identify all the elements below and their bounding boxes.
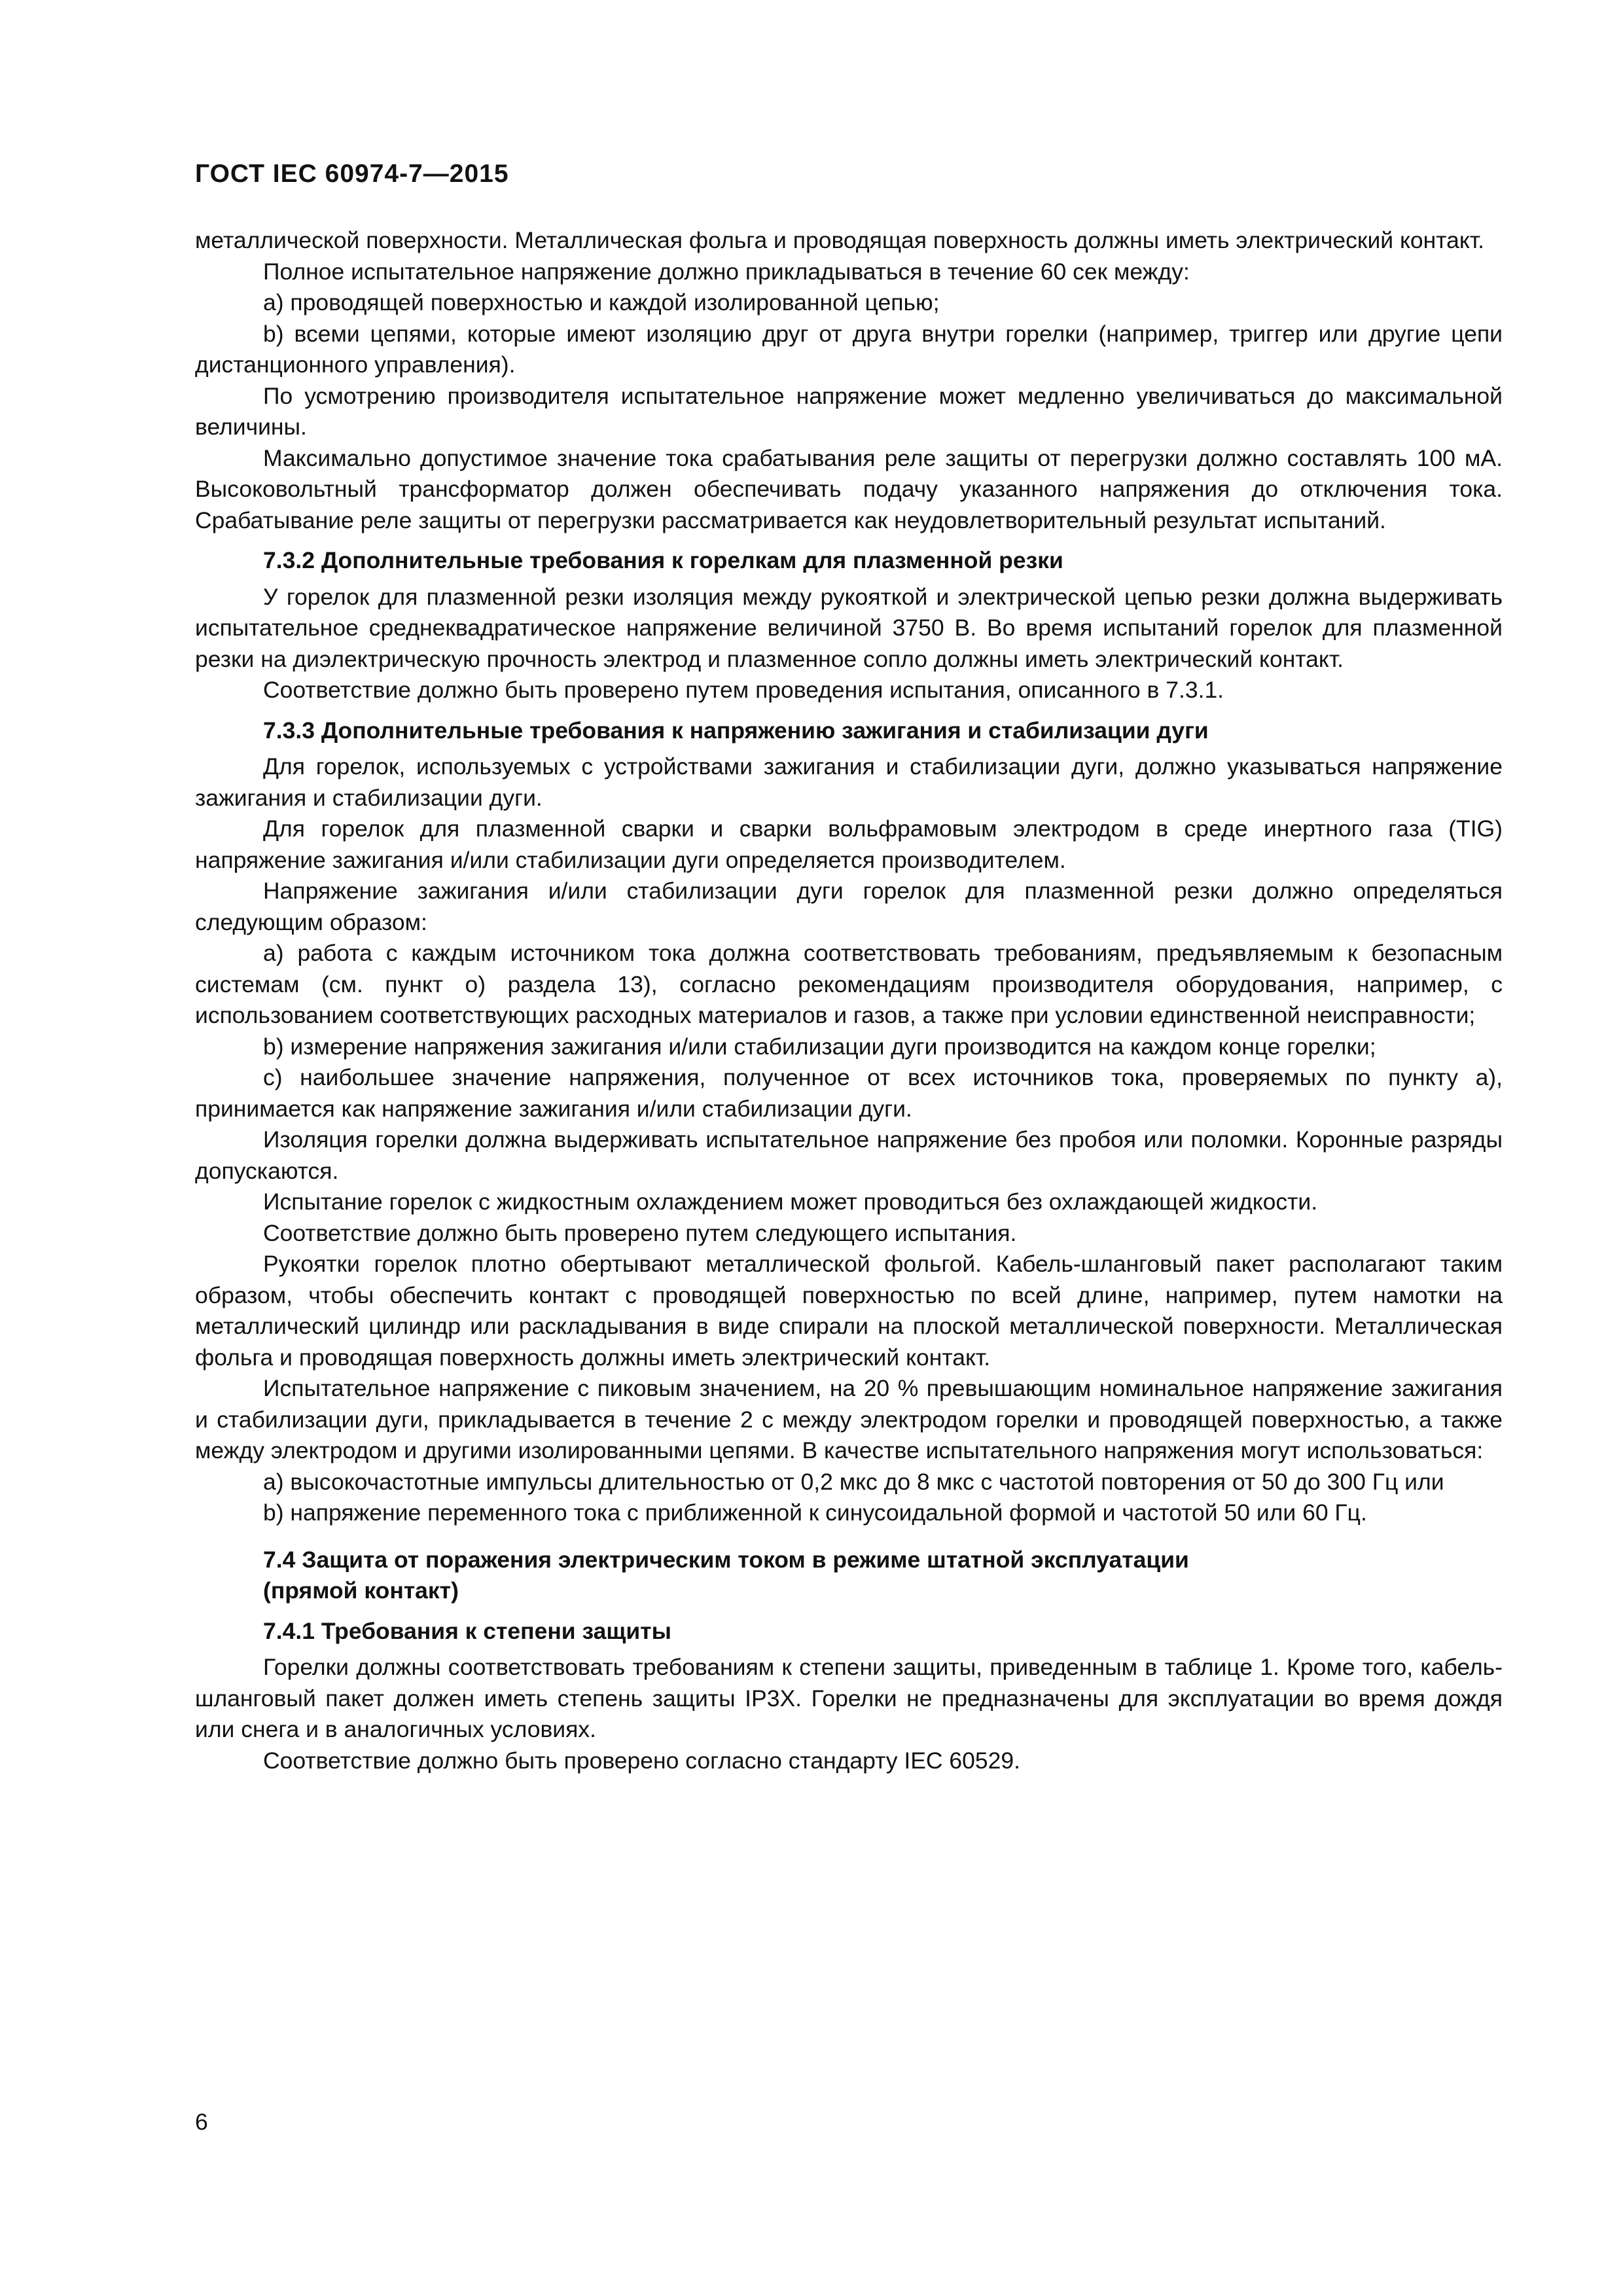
paragraph: По усмотрению производителя испытательное напряжение может медленно увеличиваться до максимальной величины.: [195, 382, 1503, 440]
paragraph: Соответствие должно быть проверено путем проведения испытания, описанного в 7.3.1.: [263, 677, 1224, 703]
list-item: a) высокочастотные импульсы длительностью от 0,2 мкс до 8 мкс с частотой повторения от 50 до 300 Гц или: [263, 1468, 1444, 1495]
section-heading-7-4-1: 7.4.1 Требования к степени защиты: [263, 1617, 671, 1644]
list-item: b) измерение напряжения зажигания и/или стабилизации дуги производится на каждом конце горелки;: [263, 1033, 1376, 1060]
section-heading-7-4-line1: 7.4 Защита от поражения электрическим током в режиме штатной эксплуатации: [263, 1546, 1189, 1573]
paragraph: металлической поверхности. Металлическая фольга и проводящая поверхность должны иметь электрический контакт.: [195, 227, 1484, 253]
list-item: b) напряжение переменного тока с приближенной к синусоидальной формой и частотой 50 или 60 Гц.: [263, 1499, 1367, 1526]
document-header: ГОСТ IEC 60974-7—2015: [195, 160, 509, 188]
paragraph: Рукоятки горелок плотно обертывают металлической фольгой. Кабель-шланговый пакет располагают таким образом, чтобы обеспечить контакт с проводящей поверхностью по всей длине, например, путем намотки на металлический цилиндр или раскладывания в виде спирали на плоской металлической поверхности. Металлическая фольга и проводящая поверхность должны иметь электрический контакт.: [195, 1251, 1503, 1371]
list-item: b) всеми цепями, которые имеют изоляцию друг от друга внутри горелки (например, триггер или другие цепи дистанционного управления).: [195, 320, 1503, 378]
paragraph: Соответствие должно быть проверено согласно стандарту IEC 60529.: [263, 1747, 1020, 1774]
page-number: 6: [195, 2109, 208, 2135]
paragraph: Соответствие должно быть проверено путем следующего испытания.: [263, 1219, 1017, 1246]
section-heading-7-3-2: 7.3.2 Дополнительные требования к горелкам для плазменной резки: [263, 547, 1063, 573]
paragraph: Максимально допустимое значение тока срабатывания реле защиты от перегрузки должно составлять 100 мА. Высоковольтный трансформатор должен обеспечивать подачу указанного напряжения до отключения тока. Срабатывание реле защиты от перегрузки рассматривается как неудовлетворительный результат испытаний.: [195, 444, 1503, 533]
list-item: a) проводящей поверхностью и каждой изолированной цепью;: [263, 289, 940, 315]
document-body: [195, 225, 1503, 1776]
paragraph: Испытательное напряжение с пиковым значением, на 20 % превышающим номинальное напряжение зажигания и стабилизации дуги, прикладывается в течение 2 с между электродом горелки и проводящей поверхностью, а также между электродом и другими изолированными цепями. В качестве испытательного напряжения могут использоваться:: [195, 1375, 1503, 1463]
list-item: c) наибольшее значение напряжения, полученное от всех источников тока, проверяемых по пункту а), принимается как напряжение зажигания и/или стабилизации дуги.: [195, 1064, 1503, 1122]
paragraph: Горелки должны соответствовать требованиям к степени защиты, приведенным в таблице 1. Кроме того, кабель-шланговый пакет должен иметь степень защиты IP3X. Горелки не предназначены для эксплуатации во время дождя или снега и в аналогичных условиях.: [195, 1654, 1503, 1742]
paragraph: Напряжение зажигания и/или стабилизации дуги горелок для плазменной резки должно определяться следующим образом:: [195, 878, 1503, 935]
paragraph: Изоляция горелки должна выдерживать испытательное напряжение без пробоя или поломки. Коронные разряды допускаются.: [195, 1126, 1503, 1184]
paragraph: Для горелок, используемых с устройствами зажигания и стабилизации дуги, должно указываться напряжение зажигания и стабилизации дуги.: [195, 753, 1503, 811]
list-item: a) работа с каждым источником тока должна соответствовать требованиям, предъявляемым к безопасным системам (см. пункт о) раздела 13), согласно рекомендациям производителя оборудования, например, с использованием соответствующих расходных материалов и газов, а также при условии единственной неисправности;: [195, 940, 1503, 1028]
paragraph: У горелок для плазменной резки изоляция между рукояткой и электрической цепью резки должна выдерживать испытательное среднеквадратическое напряжение величиной 3750 В. Во время испытаний горелок для плазменной резки на диэлектрическую прочность электрод и плазменное сопло должны иметь электрический контакт.: [195, 583, 1503, 672]
section-heading-7-4: [195, 1545, 1503, 1607]
paragraph: Полное испытательное напряжение должно прикладываться в течение 60 сек между:: [263, 258, 1190, 285]
section-heading-7-4-line2: (прямой контакт): [263, 1577, 459, 1604]
section-heading-7-3-3: 7.3.3 Дополнительные требования к напряжению зажигания и стабилизации дуги: [263, 717, 1209, 744]
paragraph: Испытание горелок с жидкостным охлаждением может проводиться без охлаждающей жидкости.: [263, 1189, 1318, 1215]
paragraph: Для горелок для плазменной сварки и сварки вольфрамовым электродом в среде инертного газа (TIG) напряжение зажигания и/или стабилизации дуги определяется производителем.: [195, 816, 1503, 873]
